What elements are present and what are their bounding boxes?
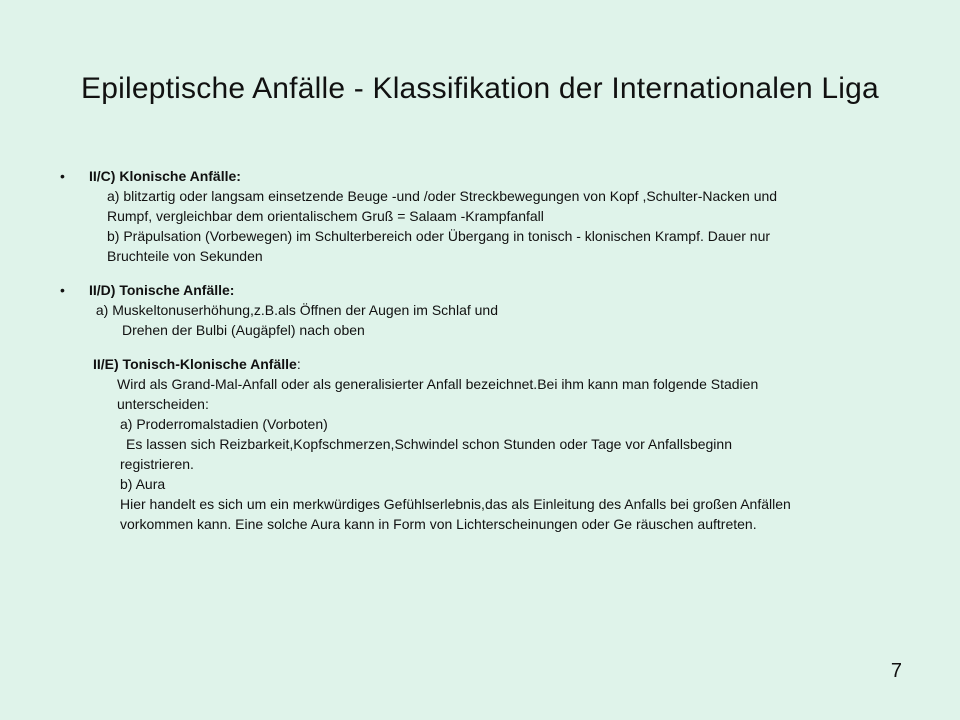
- section-e-line: vorkommen kann. Eine solche Aura kann in Form von Lichterscheinungen oder Ge räuschen auftreten.: [120, 516, 757, 532]
- section-c-line: Bruchteile von Sekunden: [107, 248, 263, 264]
- section-e-line: unterscheiden:: [117, 396, 209, 412]
- section-e-line: Es lassen sich Reizbarkeit,Kopfschmerzen,Schwindel schon Stunden oder Tage vor Anfallsbeginn: [126, 436, 732, 452]
- section-e-heading: II/E) Tonisch-Klonische Anfälle: [93, 356, 297, 372]
- section-c-line: b) Präpulsation (Vorbewegen) im Schulterbereich oder Übergang in tonisch - klonischen Krampf. Dauer nur: [107, 228, 771, 244]
- section-e-heading-line: [60, 354, 920, 374]
- section-e-heading-suffix: :: [296, 356, 301, 372]
- slide-title: Epileptische Anfälle - Klassifikation der Internationalen Liga: [81, 72, 879, 105]
- section-d-heading: II/D) Tonische Anfälle:: [89, 282, 235, 298]
- section-d-line: Drehen der Bulbi (Augäpfel) nach oben: [122, 322, 365, 338]
- section-d-line: a) Muskeltonuserhöhung,z.B.als Öffnen der Augen im Schlaf und: [92, 302, 498, 318]
- slide-body: [60, 166, 920, 534]
- section-e-line: Hier handelt es sich um ein merkwürdiges Gefühlserlebnis,das als Einleitung des Anfalls bei großen Anfällen: [120, 496, 791, 512]
- section-e-line: Wird als Grand-Mal-Anfall oder als generalisierter Anfall bezeichnet.Bei ihm kann man folgende Stadien: [117, 376, 759, 392]
- section-c-line: a) blitzartig oder langsam einsetzende Beuge -und /oder Streckbewegungen von Kopf ,Schulter-Nacken und: [107, 188, 778, 204]
- section-d-heading-line: [60, 280, 920, 300]
- section-c-heading: II/C) Klonische Anfälle:: [89, 168, 241, 184]
- section-c-line: Rumpf, vergleichbar dem orientalischem Gruß = Salaam -Krampfanfall: [107, 208, 544, 224]
- bullet-icon: •: [60, 168, 65, 184]
- section-e-line: a) Proderromalstadien (Vorboten): [120, 416, 328, 432]
- section-e-line: b) Aura: [120, 476, 166, 492]
- section-e-line: registrieren.: [120, 456, 194, 472]
- section-c-heading-line: [60, 166, 920, 186]
- bullet-icon: •: [60, 282, 65, 298]
- page-number: 7: [890, 660, 902, 682]
